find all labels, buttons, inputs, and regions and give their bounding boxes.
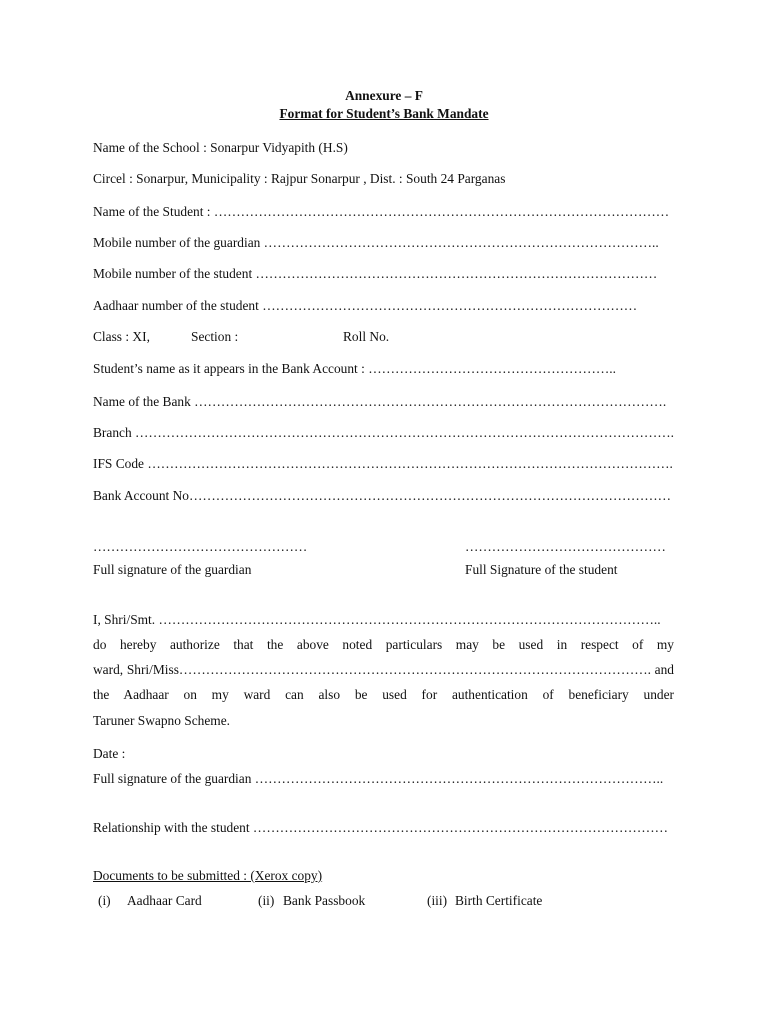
document-item-aadhaar-card: Aadhaar Card <box>127 893 202 908</box>
document-item-birth-certificate: Birth Certificate <box>455 893 543 908</box>
student-mobile-field: Mobile number of the student ……………………………………………………………………………… <box>93 266 658 281</box>
guardian-signature-line: ………………………………………… <box>93 539 308 554</box>
declaration-line-4: the Aadhaar on my ward can also be used for authentication of beneficiary under <box>93 687 674 702</box>
student-signature-label: Full Signature of the student <box>465 562 618 577</box>
annexure-heading: Annexure – F <box>345 88 423 103</box>
guardian-mobile-field: Mobile number of the guardian …………………………………………………………………………….. <box>93 235 659 250</box>
documents-heading: Documents to be submitted : (Xerox copy) <box>93 868 323 883</box>
class-label: Class : XI, <box>93 329 150 344</box>
student-name-field: Name of the Student : ………………………………………………………………………………………… <box>93 204 670 219</box>
form-title: Format for Student’s Bank Mandate <box>279 106 489 121</box>
document-item-number: (iii) <box>427 893 448 908</box>
bank-name-field: Name of the Bank ……………………………………………………………………………………………. <box>93 394 667 409</box>
date-label: Date : <box>93 746 126 761</box>
circle-field: Circel : Sonarpur, Municipality : Rajpur Sonarpur , Dist. : South 24 Parganas <box>93 171 506 186</box>
student-signature-line: ……………………………………… <box>465 539 666 554</box>
document-item-number: (ii) <box>258 893 275 908</box>
branch-field: Branch …………………………………………………………………………………………………………. <box>93 425 674 440</box>
ifs-code-field: IFS Code ………………………………………………………………………………………………………. <box>93 456 673 471</box>
declaration-line-2: do hereby authorize that the above noted particulars may be used in respect of my <box>93 637 674 652</box>
account-number-field: Bank Account No……………………………………………………………………………………………… <box>93 488 672 503</box>
section-label: Section : <box>191 329 239 344</box>
roll-number-label: Roll No. <box>343 329 390 344</box>
guardian-signature-label: Full signature of the guardian <box>93 562 252 577</box>
relationship-field: Relationship with the student ………………………………………………………………………………… <box>93 820 669 835</box>
aadhaar-field: Aadhaar number of the student ………………………………………………………………………… <box>93 298 638 313</box>
bank-account-name-field: Student’s name as it appears in the Bank Account : ……………………………………………….. <box>93 361 616 376</box>
document-item-number: (i) <box>98 893 111 908</box>
guardian-full-signature-field: Full signature of the guardian ……………………………………………………………………………….. <box>93 771 664 786</box>
school-field: Name of the School : Sonarpur Vidyapith (H.S) <box>93 140 348 155</box>
declaration-line-5: Taruner Swapno Scheme. <box>93 713 231 728</box>
declaration-line-3: ward, Shri/Miss……………………………………………………………………………………………. and <box>93 662 674 677</box>
document-item-bank-passbook: Bank Passbook <box>283 893 366 908</box>
declaration-line-1: I, Shri/Smt. ………………………………………………………………………………………………….. <box>93 612 661 627</box>
